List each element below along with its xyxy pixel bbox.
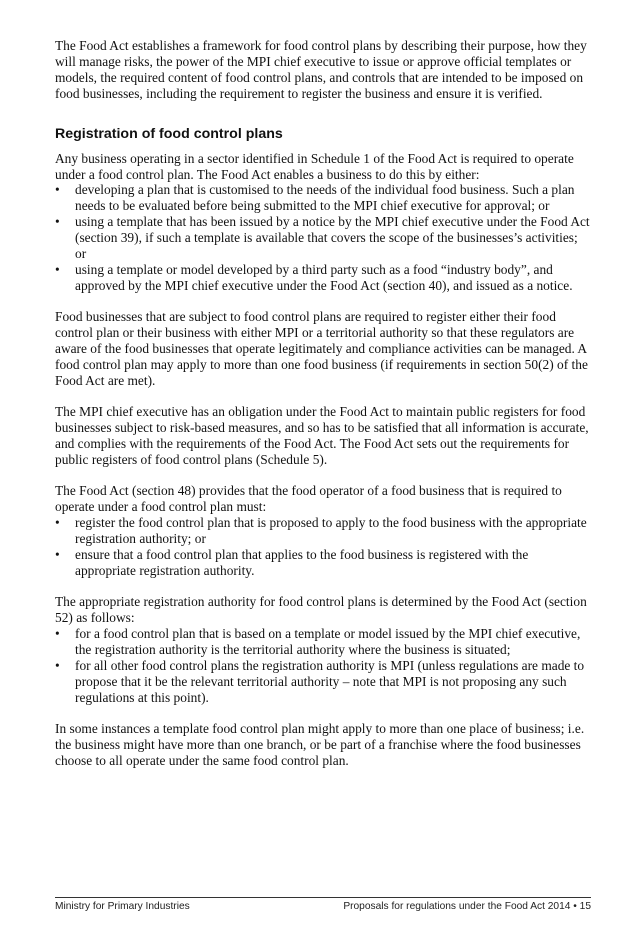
bullet-icon: • xyxy=(55,547,60,563)
bullet-icon: • xyxy=(55,182,60,198)
operator-obligations-list xyxy=(55,515,591,579)
list-item: • using a template or model developed by a third party such as a food “industry body”, and approved by the MPI chief executive under the Food Act (section 40), and issued as a notice. xyxy=(55,261,573,293)
public-registers-paragraph: The MPI chief executive has an obligation under the Food Act to maintain public registers for food businesses subject to risk-based measures, and so has to be satisfied that all information is accurate, and complies with the requirements of the Food Act. The Food Act sets out the requirements for public registers of food control plans (Schedule 5). xyxy=(55,404,589,468)
list-item: • for a food control plan that is based on a template or model issued by the MPI chief executive, the registration authority is the territorial authority where the business is situated; xyxy=(55,626,581,658)
section48-lead-paragraph: The Food Act (section 48) provides that the food operator of a food business that is required to operate under a food control plan must: xyxy=(55,483,562,515)
list-item: • using a template that has been issued by a notice by the MPI chief executive under the Food Act (section 39), if such a template is available that covers the scope of the businesses’s activities; or xyxy=(55,214,590,262)
bullet-icon: • xyxy=(55,261,60,277)
schedule1-lead-paragraph: Any business operating in a sector identified in Schedule 1 of the Food Act is required to operate under a food control plan. The Food Act enables a business to do this by either: xyxy=(55,150,574,182)
bullet-icon: • xyxy=(55,214,60,230)
list-item: • register the food control plan that is proposed to apply to the food business with the appropriate registration authority; or xyxy=(55,515,587,547)
bullet-icon: • xyxy=(55,515,60,531)
plan-options-list xyxy=(55,182,591,293)
registration-paragraph: Food businesses that are subject to food control plans are required to register either their food control plan or their business with either MPI or a territorial authority so that these regulators are aware of the food businesses that operate legitimately and compliance activities can be managed. A food control plan may apply to more than one food business (if requirements in section 50(2) of the Food Act are met). xyxy=(55,309,588,388)
list-item: • for all other food control plans the registration authority is MPI (unless regulations are made to propose that it be the relevant territorial authority – note that MPI is not proposing any such regulations at this point). xyxy=(55,658,585,705)
footer-title-page-number: Proposals for regulations under the Food Act 2014 • 15 xyxy=(343,901,591,912)
list-item: • ensure that a food control plan that applies to the food business is registered with the appropriate registration authority. xyxy=(55,547,529,578)
registration-authority-list xyxy=(55,626,591,706)
page-footer xyxy=(55,897,591,912)
intro-paragraph: The Food Act establishes a framework for food control plans by describing their purpose, how they will manage risks, the power of the MPI chief executive to issue or approve official templates or models, the required content of food control plans, and controls that are intended to be imposed on food businesses, including the requirement to register the business and ensure it is verified. xyxy=(55,38,587,101)
bullet-icon: • xyxy=(55,626,60,642)
multiple-places-paragraph: In some instances a template food control plan might apply to more than one place of business; i.e. the business might have more than one branch, or be part of a franchise where the food businesses choose to all operate under the same food control plan. xyxy=(55,721,585,769)
footer-publisher: Ministry for Primary Industries xyxy=(55,901,190,912)
section-heading: Registration of food control plans xyxy=(55,125,283,142)
list-item: • developing a plan that is customised to the needs of the individual food business. Such a plan needs to be evaluated before being submitted to the MPI chief executive for approval; or xyxy=(55,182,575,214)
section52-lead-paragraph: The appropriate registration authority for food control plans is determined by the Food Act (section 52) as follows: xyxy=(55,594,587,626)
page-body xyxy=(55,38,591,769)
bullet-icon: • xyxy=(55,658,60,673)
